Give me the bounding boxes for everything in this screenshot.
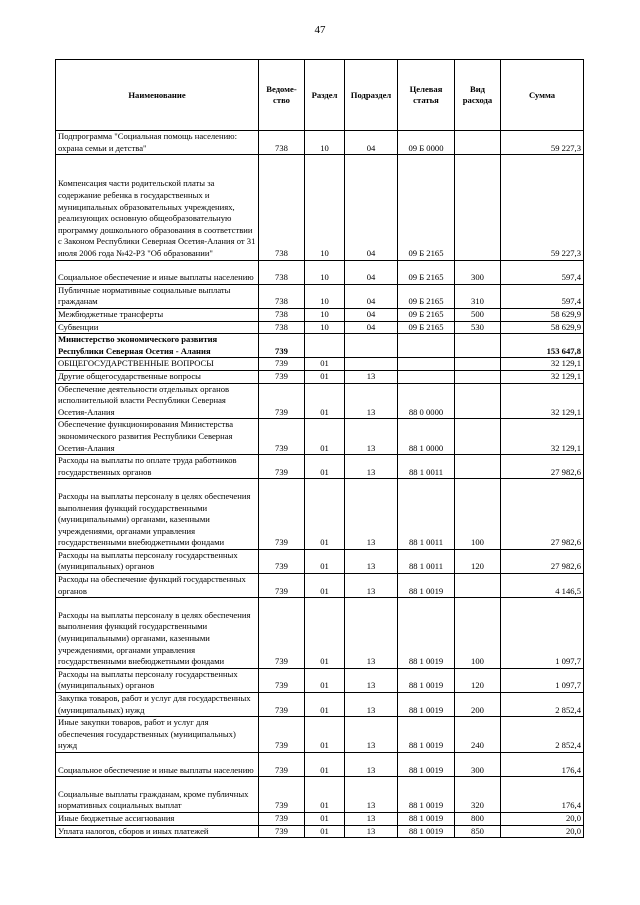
cell-name: Расходы на выплаты персоналу в целях обеспечения выполнения функций государственными (муниципальными) органами, казенными учреждениями, органами управления государственными внебюджетными фондами xyxy=(56,598,259,669)
cell-section: 01 xyxy=(305,419,345,455)
table-row xyxy=(56,693,584,717)
cell-target: 88 1 0011 xyxy=(398,455,455,479)
cell-section: 01 xyxy=(305,383,345,419)
table-row xyxy=(56,753,584,777)
cell-name: Министерство экономического развития Республики Северная Осетия - Алания xyxy=(56,334,259,358)
cell-name: ОБЩЕГОСУДАРСТВЕННЫЕ ВОПРОСЫ xyxy=(56,358,259,371)
table-row xyxy=(56,419,584,455)
cell-name: Публичные нормативные социальные выплаты гражданам xyxy=(56,284,259,308)
cell-dept: 739 xyxy=(259,825,305,838)
cell-section: 10 xyxy=(305,321,345,334)
cell-target: 09 Б 2165 xyxy=(398,284,455,308)
cell-target: 88 1 0019 xyxy=(398,574,455,598)
cell-subsection: 13 xyxy=(345,668,398,692)
cell-target: 88 1 0011 xyxy=(398,479,455,550)
cell-sum: 20,0 xyxy=(501,825,584,838)
cell-name: Социальное обеспечение и иные выплаты населению xyxy=(56,260,259,284)
cell-dept: 739 xyxy=(259,383,305,419)
cell-sum: 153 647,8 xyxy=(501,334,584,358)
cell-name: Межбюджетные трансферты xyxy=(56,308,259,321)
cell-target: 88 1 0011 xyxy=(398,549,455,573)
cell-type: 500 xyxy=(455,308,501,321)
cell-section: 10 xyxy=(305,260,345,284)
page-number: 47 xyxy=(314,24,326,36)
cell-dept: 739 xyxy=(259,574,305,598)
table-row xyxy=(56,549,584,573)
cell-dept: 739 xyxy=(259,549,305,573)
cell-type: 300 xyxy=(455,260,501,284)
cell-dept: 739 xyxy=(259,693,305,717)
cell-target: 88 1 0019 xyxy=(398,693,455,717)
cell-type xyxy=(455,383,501,419)
cell-name: Подпрограмма "Социальная помощь населению: охрана семьи и детства" xyxy=(56,131,259,155)
cell-sum: 597,4 xyxy=(501,260,584,284)
cell-type: 240 xyxy=(455,717,501,753)
cell-target xyxy=(398,334,455,358)
table-row xyxy=(56,358,584,371)
cell-name: Уплата налогов, сборов и иных платежей xyxy=(56,825,259,838)
cell-dept: 739 xyxy=(259,455,305,479)
cell-type: 120 xyxy=(455,549,501,573)
cell-target xyxy=(398,370,455,383)
cell-target: 88 1 0000 xyxy=(398,419,455,455)
cell-subsection: 13 xyxy=(345,419,398,455)
cell-sum: 59 227,3 xyxy=(501,155,584,260)
table-row xyxy=(56,260,584,284)
cell-subsection: 13 xyxy=(345,753,398,777)
cell-type: 800 xyxy=(455,813,501,826)
cell-target: 09 Б 2165 xyxy=(398,260,455,284)
cell-type: 530 xyxy=(455,321,501,334)
table-row xyxy=(56,777,584,813)
cell-type: 100 xyxy=(455,598,501,669)
cell-subsection: 04 xyxy=(345,131,398,155)
cell-type xyxy=(455,131,501,155)
cell-section: 01 xyxy=(305,574,345,598)
cell-sum: 32 129,1 xyxy=(501,383,584,419)
table-header-row xyxy=(56,60,584,131)
cell-subsection: 13 xyxy=(345,574,398,598)
cell-sum: 27 982,6 xyxy=(501,549,584,573)
cell-type xyxy=(455,358,501,371)
cell-target: 88 1 0019 xyxy=(398,598,455,669)
cell-section: 01 xyxy=(305,455,345,479)
header-subsection: Подраздел xyxy=(345,60,398,131)
cell-subsection: 13 xyxy=(345,717,398,753)
cell-sum: 59 227,3 xyxy=(501,131,584,155)
cell-subsection: 13 xyxy=(345,479,398,550)
cell-subsection: 04 xyxy=(345,308,398,321)
cell-target: 88 1 0019 xyxy=(398,668,455,692)
cell-subsection: 13 xyxy=(345,813,398,826)
cell-dept: 739 xyxy=(259,419,305,455)
table-row xyxy=(56,308,584,321)
cell-section: 10 xyxy=(305,131,345,155)
cell-target: 88 0 0000 xyxy=(398,383,455,419)
cell-type xyxy=(455,419,501,455)
cell-dept: 738 xyxy=(259,321,305,334)
table-row xyxy=(56,284,584,308)
cell-name: Расходы на выплаты персоналу государственных (муниципальных) органов xyxy=(56,549,259,573)
cell-target: 88 1 0019 xyxy=(398,753,455,777)
cell-dept: 738 xyxy=(259,155,305,260)
table-row xyxy=(56,825,584,838)
header-target: Целевая статья xyxy=(398,60,455,131)
cell-target: 88 1 0019 xyxy=(398,825,455,838)
table-row xyxy=(56,598,584,669)
cell-subsection: 13 xyxy=(345,370,398,383)
cell-dept: 738 xyxy=(259,131,305,155)
cell-sum: 32 129,1 xyxy=(501,370,584,383)
cell-dept: 739 xyxy=(259,777,305,813)
cell-name: Расходы на выплаты по оплате труда работников государственных органов xyxy=(56,455,259,479)
cell-sum: 597,4 xyxy=(501,284,584,308)
cell-type: 320 xyxy=(455,777,501,813)
cell-target: 09 Б 0000 xyxy=(398,131,455,155)
cell-section xyxy=(305,334,345,358)
cell-sum: 58 629,9 xyxy=(501,308,584,321)
cell-name: Компенсация части родительской платы за содержание ребенка в государственных и муниципальных образовательных учреждениях, реализующих основную общеобразовательную программу дошкольного образования в соответствии с Законом Республики Северная Осетия-Алания от 31 июля 2006 года №42-РЗ "Об образовании" xyxy=(56,155,259,260)
cell-sum: 176,4 xyxy=(501,777,584,813)
table-row xyxy=(56,321,584,334)
cell-section: 01 xyxy=(305,753,345,777)
cell-section: 10 xyxy=(305,284,345,308)
cell-dept: 738 xyxy=(259,308,305,321)
cell-type xyxy=(455,370,501,383)
cell-section: 01 xyxy=(305,717,345,753)
cell-section: 01 xyxy=(305,668,345,692)
cell-name: Другие общегосударственные вопросы xyxy=(56,370,259,383)
cell-name: Расходы на обеспечение функций государственных органов xyxy=(56,574,259,598)
table-row xyxy=(56,334,584,358)
cell-sum: 27 982,6 xyxy=(501,455,584,479)
cell-dept: 739 xyxy=(259,370,305,383)
table-row xyxy=(56,370,584,383)
cell-subsection: 13 xyxy=(345,825,398,838)
cell-subsection: 13 xyxy=(345,549,398,573)
header-sum: Сумма xyxy=(501,60,584,131)
cell-subsection: 13 xyxy=(345,693,398,717)
cell-name: Расходы на выплаты персоналу государственных (муниципальных) органов xyxy=(56,668,259,692)
cell-section: 01 xyxy=(305,549,345,573)
cell-target: 88 1 0019 xyxy=(398,717,455,753)
cell-section: 01 xyxy=(305,693,345,717)
cell-type xyxy=(455,455,501,479)
header-dept: Ведоме-ство xyxy=(259,60,305,131)
cell-name: Закупка товаров, работ и услуг для государственных (муниципальных) нужд xyxy=(56,693,259,717)
cell-target: 09 Б 2165 xyxy=(398,321,455,334)
cell-sum: 2 852,4 xyxy=(501,693,584,717)
cell-name: Субвенции xyxy=(56,321,259,334)
header-type: Вид расхода xyxy=(455,60,501,131)
cell-section: 10 xyxy=(305,308,345,321)
table-row xyxy=(56,131,584,155)
cell-type xyxy=(455,574,501,598)
cell-name: Социальное обеспечение и иные выплаты населению xyxy=(56,753,259,777)
cell-type xyxy=(455,155,501,260)
table-row xyxy=(56,455,584,479)
cell-name: Социальные выплаты гражданам, кроме публичных нормативных социальных выплат xyxy=(56,777,259,813)
cell-type: 120 xyxy=(455,668,501,692)
cell-subsection: 13 xyxy=(345,455,398,479)
cell-type: 850 xyxy=(455,825,501,838)
table-body xyxy=(56,131,584,838)
header-name: Наименование xyxy=(56,60,259,131)
table-row xyxy=(56,155,584,260)
cell-type: 200 xyxy=(455,693,501,717)
cell-subsection: 04 xyxy=(345,155,398,260)
cell-name: Иные закупки товаров, работ и услуг для обеспечения государственных (муниципальных) нужд xyxy=(56,717,259,753)
cell-sum: 176,4 xyxy=(501,753,584,777)
cell-type xyxy=(455,334,501,358)
cell-dept: 739 xyxy=(259,334,305,358)
cell-sum: 20,0 xyxy=(501,813,584,826)
cell-section: 01 xyxy=(305,598,345,669)
cell-name: Обеспечение функционирования Министерства экономического развития Республики Северная Осетия-Алания xyxy=(56,419,259,455)
cell-sum: 1 097,7 xyxy=(501,668,584,692)
cell-section: 10 xyxy=(305,155,345,260)
cell-section: 01 xyxy=(305,813,345,826)
cell-subsection: 13 xyxy=(345,598,398,669)
cell-dept: 738 xyxy=(259,284,305,308)
header-section: Раздел xyxy=(305,60,345,131)
cell-name: Иные бюджетные ассигнования xyxy=(56,813,259,826)
cell-subsection: 04 xyxy=(345,260,398,284)
cell-sum: 32 129,1 xyxy=(501,358,584,371)
cell-subsection: 04 xyxy=(345,284,398,308)
table-row xyxy=(56,383,584,419)
budget-table xyxy=(55,59,584,838)
cell-dept: 739 xyxy=(259,668,305,692)
cell-subsection xyxy=(345,358,398,371)
cell-dept: 739 xyxy=(259,598,305,669)
cell-type: 310 xyxy=(455,284,501,308)
cell-subsection: 04 xyxy=(345,321,398,334)
cell-name: Обеспечение деятельности отдельных органов исполнительной власти Республики Северная Осетия-Алания xyxy=(56,383,259,419)
cell-sum: 1 097,7 xyxy=(501,598,584,669)
table-row xyxy=(56,813,584,826)
cell-section: 01 xyxy=(305,479,345,550)
cell-dept: 739 xyxy=(259,479,305,550)
table-row xyxy=(56,668,584,692)
table-row xyxy=(56,479,584,550)
cell-target xyxy=(398,358,455,371)
cell-section: 01 xyxy=(305,777,345,813)
cell-subsection: 13 xyxy=(345,777,398,813)
cell-type: 300 xyxy=(455,753,501,777)
cell-dept: 738 xyxy=(259,260,305,284)
cell-section: 01 xyxy=(305,358,345,371)
cell-target: 88 1 0019 xyxy=(398,813,455,826)
cell-sum: 58 629,9 xyxy=(501,321,584,334)
cell-dept: 739 xyxy=(259,358,305,371)
cell-target: 09 Б 2165 xyxy=(398,155,455,260)
cell-dept: 739 xyxy=(259,753,305,777)
cell-type: 100 xyxy=(455,479,501,550)
cell-sum: 27 982,6 xyxy=(501,479,584,550)
cell-section: 01 xyxy=(305,825,345,838)
cell-sum: 32 129,1 xyxy=(501,419,584,455)
cell-section: 01 xyxy=(305,370,345,383)
cell-sum: 4 146,5 xyxy=(501,574,584,598)
cell-subsection xyxy=(345,334,398,358)
table-row xyxy=(56,574,584,598)
cell-name: Расходы на выплаты персоналу в целях обеспечения выполнения функций государственными (муниципальными) органами, казенными учреждениями, органами управления государственными внебюджетными фондами xyxy=(56,479,259,550)
cell-target: 88 1 0019 xyxy=(398,777,455,813)
cell-target: 09 Б 2165 xyxy=(398,308,455,321)
table-row xyxy=(56,717,584,753)
cell-dept: 739 xyxy=(259,717,305,753)
cell-subsection: 13 xyxy=(345,383,398,419)
cell-dept: 739 xyxy=(259,813,305,826)
cell-sum: 2 852,4 xyxy=(501,717,584,753)
